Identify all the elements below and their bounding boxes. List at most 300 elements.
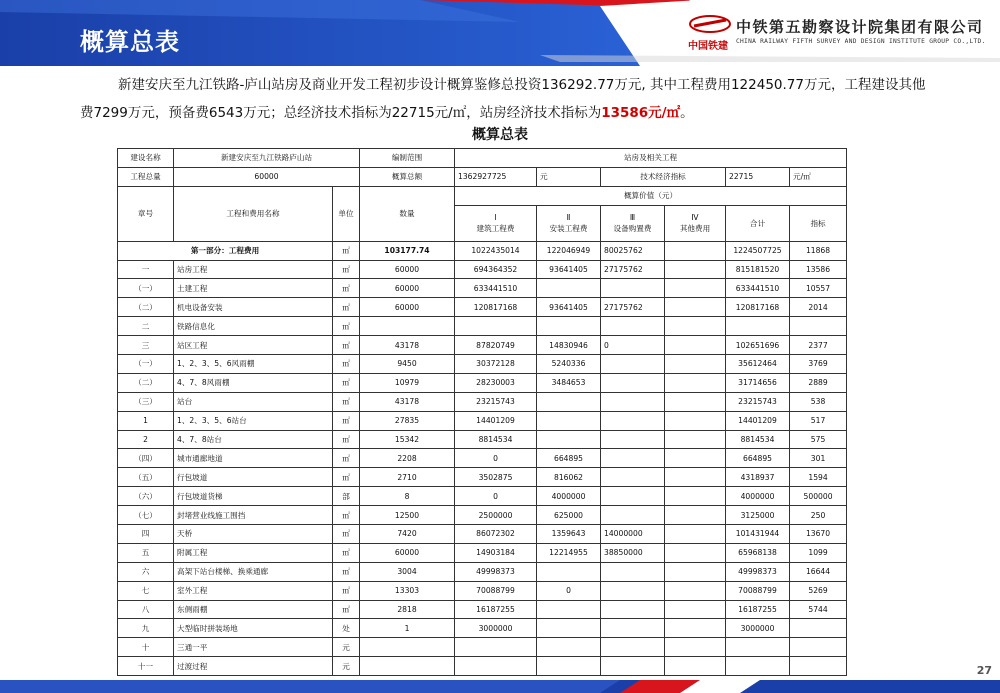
total-est-unit: 元 [537, 167, 601, 186]
row-construction-cost: 3502875 [455, 468, 537, 487]
col-c3-number: Ⅲ [629, 213, 636, 223]
row-total: 65968138 [726, 543, 790, 562]
row-chapter-no: 四 [118, 525, 174, 544]
table-row [118, 638, 847, 657]
table-row [118, 298, 847, 317]
row-installation-cost: 14830946 [537, 336, 601, 355]
row-construction-cost [455, 638, 537, 657]
row-construction-cost: 70088799 [455, 581, 537, 600]
row-unit: ㎡ [333, 562, 360, 581]
col-c2-header [537, 205, 601, 241]
row-construction-cost: 14401209 [455, 411, 537, 430]
row-unit: ㎡ [333, 449, 360, 468]
page-number: 27 [976, 664, 992, 677]
total-est-value: 1362927725 [455, 167, 537, 186]
row-quantity: 15342 [360, 430, 455, 449]
row-equipment-cost [601, 317, 665, 336]
row-index: 3769 [790, 355, 847, 374]
row-total: 49998373 [726, 562, 790, 581]
row-other-cost [665, 336, 726, 355]
row-construction-cost: 633441510 [455, 279, 537, 298]
project-name: 新建安庆至九江铁路庐山站 [174, 149, 360, 168]
table-row [118, 562, 847, 581]
table-row [118, 449, 847, 468]
row-equipment-cost [601, 449, 665, 468]
row-installation-cost [537, 657, 601, 676]
row-unit: ㎡ [333, 373, 360, 392]
table-row [118, 506, 847, 525]
row-other-cost [665, 430, 726, 449]
row-index: 2889 [790, 373, 847, 392]
row-item-name: 室外工程 [174, 581, 333, 600]
row-equipment-cost: 80025762 [601, 241, 665, 260]
row-total: 815181520 [726, 260, 790, 279]
row-construction-cost [455, 317, 537, 336]
row-installation-cost: 3484653 [537, 373, 601, 392]
row-index: 575 [790, 430, 847, 449]
table-row [118, 355, 847, 374]
row-quantity: 8 [360, 487, 455, 506]
row-construction-cost: 0 [455, 449, 537, 468]
logo-text: 中国铁建 [688, 41, 728, 52]
row-unit: 元 [333, 638, 360, 657]
header-row-1 [118, 186, 847, 205]
row-equipment-cost [601, 562, 665, 581]
row-item-name: 行包坡道 [174, 468, 333, 487]
row-item-name: 4、7、8风雨棚 [174, 373, 333, 392]
row-equipment-cost [601, 392, 665, 411]
row-quantity: 60000 [360, 298, 455, 317]
label-project: 建设名称 [118, 149, 174, 168]
row-other-cost [665, 449, 726, 468]
table-row [118, 411, 847, 430]
row-equipment-cost [601, 468, 665, 487]
row-installation-cost [537, 317, 601, 336]
row-equipment-cost: 0 [601, 336, 665, 355]
row-quantity: 13303 [360, 581, 455, 600]
row-index: 13670 [790, 525, 847, 544]
row-total: 101431944 [726, 525, 790, 544]
row-other-cost [665, 600, 726, 619]
total-qty-value: 60000 [174, 167, 360, 186]
row-installation-cost [537, 600, 601, 619]
col-c4-header [665, 205, 726, 241]
row-installation-cost: 0 [537, 581, 601, 600]
row-unit: ㎡ [333, 430, 360, 449]
row-index [790, 638, 847, 657]
row-item-name: 高架下站台楼梯、换乘通廊 [174, 562, 333, 581]
row-equipment-cost [601, 600, 665, 619]
row-other-cost [665, 241, 726, 260]
row-equipment-cost [601, 355, 665, 374]
row-installation-cost: 625000 [537, 506, 601, 525]
row-equipment-cost [601, 487, 665, 506]
row-quantity: 43178 [360, 336, 455, 355]
table-row [118, 525, 847, 544]
row-equipment-cost: 27175762 [601, 260, 665, 279]
row-index: 1099 [790, 543, 847, 562]
row-index: 10557 [790, 279, 847, 298]
row-index: 13586 [790, 260, 847, 279]
row-total: 3125000 [726, 506, 790, 525]
row-unit: ㎡ [333, 600, 360, 619]
row-quantity: 43178 [360, 392, 455, 411]
row-other-cost [665, 562, 726, 581]
row-item-name: 站台 [174, 392, 333, 411]
row-installation-cost: 816062 [537, 468, 601, 487]
row-total: 8814534 [726, 430, 790, 449]
row-chapter-no: 三 [118, 336, 174, 355]
row-construction-cost: 14903184 [455, 543, 537, 562]
table-row [118, 260, 847, 279]
row-section-label: 第一部分：工程费用 [118, 241, 333, 260]
row-quantity: 60000 [360, 543, 455, 562]
row-equipment-cost [601, 619, 665, 638]
row-item-name: 1、2、3、5、6风雨棚 [174, 355, 333, 374]
table-row [118, 657, 847, 676]
row-installation-cost [537, 638, 601, 657]
slide-title: 概算总表 [80, 28, 180, 56]
row-construction-cost: 2500000 [455, 506, 537, 525]
row-total [726, 317, 790, 336]
row-unit: ㎡ [333, 543, 360, 562]
company-name-en: CHINA RAILWAY FIFTH SURVEY AND DESIGN INSTITUTE GROUP CO.,LTD. [736, 38, 986, 45]
row-quantity: 60000 [360, 260, 455, 279]
row-quantity: 27835 [360, 411, 455, 430]
row-total: 664895 [726, 449, 790, 468]
row-chapter-no: 一 [118, 260, 174, 279]
row-quantity: 60000 [360, 279, 455, 298]
row-construction-cost: 120817168 [455, 298, 537, 317]
row-quantity: 12500 [360, 506, 455, 525]
row-total: 23215743 [726, 392, 790, 411]
row-item-name: 机电设备安装 [174, 298, 333, 317]
row-quantity: 3004 [360, 562, 455, 581]
row-construction-cost: 23215743 [455, 392, 537, 411]
col-c1-number: Ⅰ [494, 213, 497, 223]
row-total: 120817168 [726, 298, 790, 317]
row-chapter-no: （七） [118, 506, 174, 525]
row-construction-cost: 3000000 [455, 619, 537, 638]
row-construction-cost: 8814534 [455, 430, 537, 449]
summary-text: 新建安庆至九江铁路-庐山站房及商业开发工程初步设计概算鉴修总投资136292.77万元, 其中工程费用122450.77万元，工程建设其他费7299万元，预备费6543万元；总经济技术指标为22715元/㎡，站房经济技术指标为 [80, 77, 926, 121]
row-quantity: 103177.74 [360, 241, 455, 260]
row-quantity [360, 317, 455, 336]
row-installation-cost [537, 392, 601, 411]
col-no-header: 章号 [118, 186, 174, 241]
row-other-cost [665, 411, 726, 430]
table-row [118, 581, 847, 600]
row-unit: ㎡ [333, 468, 360, 487]
row-total: 31714656 [726, 373, 790, 392]
table-row [118, 373, 847, 392]
row-other-cost [665, 279, 726, 298]
table-row [118, 468, 847, 487]
row-total: 102651696 [726, 336, 790, 355]
row-quantity: 2818 [360, 600, 455, 619]
row-other-cost [665, 638, 726, 657]
col-c3-header [601, 205, 665, 241]
row-item-name: 城市通廊地道 [174, 449, 333, 468]
row-unit: ㎡ [333, 525, 360, 544]
table-row [118, 317, 847, 336]
table-row [118, 336, 847, 355]
row-total: 14401209 [726, 411, 790, 430]
row-unit: ㎡ [333, 336, 360, 355]
row-chapter-no: （五） [118, 468, 174, 487]
row-chapter-no: 十 [118, 638, 174, 657]
row-chapter-no: （四） [118, 449, 174, 468]
row-other-cost [665, 317, 726, 336]
row-index: 5269 [790, 581, 847, 600]
row-item-name: 封堵营业线施工围挡 [174, 506, 333, 525]
table-row [118, 392, 847, 411]
row-other-cost [665, 487, 726, 506]
company-name-cn: 中铁第五勘察设计院集团有限公司 [736, 18, 984, 36]
row-chapter-no: 五 [118, 543, 174, 562]
row-installation-cost [537, 619, 601, 638]
row-item-name: 过渡过程 [174, 657, 333, 676]
scope-value: 站房及相关工程 [455, 149, 847, 168]
row-installation-cost [537, 430, 601, 449]
crcc-logo [688, 14, 732, 52]
row-installation-cost: 93641405 [537, 260, 601, 279]
row-item-name: 大型临时拼装场地 [174, 619, 333, 638]
index-unit: 元/㎡ [790, 167, 847, 186]
row-item-name: 土建工程 [174, 279, 333, 298]
row-index [790, 619, 847, 638]
row-unit: ㎡ [333, 581, 360, 600]
footer-bar [0, 680, 1000, 693]
row-quantity: 2710 [360, 468, 455, 487]
row-quantity: 9450 [360, 355, 455, 374]
row-total: 3000000 [726, 619, 790, 638]
col-c2-number: Ⅱ [566, 213, 571, 223]
row-equipment-cost [601, 411, 665, 430]
row-index: 538 [790, 392, 847, 411]
row-other-cost [665, 373, 726, 392]
row-construction-cost: 49998373 [455, 562, 537, 581]
row-item-name: 站区工程 [174, 336, 333, 355]
row-installation-cost: 122046949 [537, 241, 601, 260]
col-c4-number: Ⅳ [691, 213, 699, 223]
row-equipment-cost [601, 279, 665, 298]
row-quantity: 2208 [360, 449, 455, 468]
station-index-highlight: 13586元/㎡ [601, 105, 681, 121]
estimate-summary-table [117, 148, 847, 676]
row-total: 4000000 [726, 487, 790, 506]
row-installation-cost: 12214955 [537, 543, 601, 562]
table-row [118, 241, 847, 260]
row-item-name: 东侧雨棚 [174, 600, 333, 619]
row-item-name: 站房工程 [174, 260, 333, 279]
row-unit: ㎡ [333, 355, 360, 374]
row-chapter-no: 七 [118, 581, 174, 600]
row-other-cost [665, 657, 726, 676]
row-other-cost [665, 392, 726, 411]
row-chapter-no: （一） [118, 355, 174, 374]
row-index: 11868 [790, 241, 847, 260]
table-title: 概算总表 [472, 127, 528, 143]
header-banner [0, 0, 1000, 66]
row-construction-cost [455, 657, 537, 676]
row-other-cost [665, 355, 726, 374]
row-quantity: 10979 [360, 373, 455, 392]
row-total [726, 657, 790, 676]
row-index: 500000 [790, 487, 847, 506]
col-c3-label: 设备购置费 [613, 224, 652, 234]
row-chapter-no: 八 [118, 600, 174, 619]
row-index [790, 657, 847, 676]
label-total-qty: 工程总量 [118, 167, 174, 186]
value-group-header: 概算价值（元） [455, 186, 847, 205]
row-other-cost [665, 298, 726, 317]
row-equipment-cost [601, 638, 665, 657]
row-index: 5744 [790, 600, 847, 619]
row-total: 4318937 [726, 468, 790, 487]
row-index [790, 317, 847, 336]
row-index: 2014 [790, 298, 847, 317]
row-unit: ㎡ [333, 392, 360, 411]
row-unit: ㎡ [333, 241, 360, 260]
row-chapter-no: （一） [118, 279, 174, 298]
row-item-name: 铁路信息化 [174, 317, 333, 336]
row-chapter-no: （二） [118, 298, 174, 317]
col-c1-header [455, 205, 537, 241]
row-equipment-cost [601, 657, 665, 676]
col-unit-header: 单位 [333, 186, 360, 241]
row-equipment-cost: 38850000 [601, 543, 665, 562]
index-value: 22715 [726, 167, 790, 186]
row-chapter-no: 二 [118, 317, 174, 336]
row-total: 633441510 [726, 279, 790, 298]
row-installation-cost: 4000000 [537, 487, 601, 506]
row-installation-cost [537, 411, 601, 430]
row-construction-cost: 694364352 [455, 260, 537, 279]
row-chapter-no: 1 [118, 411, 174, 430]
row-total: 16187255 [726, 600, 790, 619]
row-chapter-no: （三） [118, 392, 174, 411]
row-unit: ㎡ [333, 279, 360, 298]
row-total [726, 638, 790, 657]
row-equipment-cost: 27175762 [601, 298, 665, 317]
row-item-name: 行包坡道货梯 [174, 487, 333, 506]
col-name-header: 工程和费用名称 [174, 186, 333, 241]
row-chapter-no: （二） [118, 373, 174, 392]
row-construction-cost: 87820749 [455, 336, 537, 355]
row-unit: 处 [333, 619, 360, 638]
row-index: 250 [790, 506, 847, 525]
table-row [118, 279, 847, 298]
row-construction-cost: 86072302 [455, 525, 537, 544]
row-unit: 元 [333, 657, 360, 676]
row-item-name: 三通一平 [174, 638, 333, 657]
info-row-2 [118, 167, 847, 186]
row-installation-cost [537, 279, 601, 298]
row-unit: ㎡ [333, 317, 360, 336]
row-equipment-cost [601, 581, 665, 600]
row-construction-cost: 30372128 [455, 355, 537, 374]
row-other-cost [665, 468, 726, 487]
row-item-name: 附属工程 [174, 543, 333, 562]
table-row [118, 600, 847, 619]
row-index: 301 [790, 449, 847, 468]
row-other-cost [665, 525, 726, 544]
table-row [118, 543, 847, 562]
row-quantity [360, 638, 455, 657]
row-installation-cost [537, 562, 601, 581]
row-item-name: 1、2、3、5、6站台 [174, 411, 333, 430]
row-equipment-cost [601, 373, 665, 392]
row-installation-cost: 1359643 [537, 525, 601, 544]
label-total-est: 概算总额 [360, 167, 455, 186]
row-unit: 部 [333, 487, 360, 506]
row-construction-cost: 28230003 [455, 373, 537, 392]
row-chapter-no: 十一 [118, 657, 174, 676]
row-index: 16644 [790, 562, 847, 581]
row-installation-cost: 664895 [537, 449, 601, 468]
summary-paragraph [80, 71, 938, 127]
row-unit: ㎡ [333, 411, 360, 430]
row-index: 2377 [790, 336, 847, 355]
logo-mark-icon [688, 14, 732, 34]
row-quantity: 7420 [360, 525, 455, 544]
row-equipment-cost [601, 506, 665, 525]
row-equipment-cost: 14000000 [601, 525, 665, 544]
col-qty-header: 数量 [360, 186, 455, 241]
row-other-cost [665, 506, 726, 525]
row-item-name: 4、7、8站台 [174, 430, 333, 449]
row-index: 517 [790, 411, 847, 430]
row-item-name: 天桥 [174, 525, 333, 544]
row-unit: ㎡ [333, 260, 360, 279]
row-other-cost [665, 581, 726, 600]
row-unit: ㎡ [333, 506, 360, 525]
row-total: 1224507725 [726, 241, 790, 260]
col-total-header: 合计 [726, 205, 790, 241]
row-chapter-no: （六） [118, 487, 174, 506]
row-chapter-no: 2 [118, 430, 174, 449]
row-installation-cost: 93641405 [537, 298, 601, 317]
label-scope: 编制范围 [360, 149, 455, 168]
row-construction-cost: 16187255 [455, 600, 537, 619]
row-quantity [360, 657, 455, 676]
col-c2-label: 安装工程费 [549, 224, 588, 234]
summary-end: 。 [680, 105, 694, 121]
table-row [118, 487, 847, 506]
col-index-header: 指标 [790, 205, 847, 241]
row-index: 1594 [790, 468, 847, 487]
row-construction-cost: 1022435014 [455, 241, 537, 260]
row-quantity: 1 [360, 619, 455, 638]
col-c1-label: 建筑工程费 [476, 224, 515, 234]
label-index: 技术经济指标 [601, 167, 726, 186]
col-c4-label: 其他费用 [679, 224, 711, 234]
row-installation-cost: 5240336 [537, 355, 601, 374]
row-total: 70088799 [726, 581, 790, 600]
row-unit: ㎡ [333, 298, 360, 317]
row-other-cost [665, 260, 726, 279]
row-other-cost [665, 543, 726, 562]
row-total: 35612464 [726, 355, 790, 374]
info-row-1 [118, 149, 847, 168]
table-row [118, 619, 847, 638]
row-chapter-no: 六 [118, 562, 174, 581]
row-equipment-cost [601, 430, 665, 449]
table-row [118, 430, 847, 449]
row-construction-cost: 0 [455, 487, 537, 506]
row-chapter-no: 九 [118, 619, 174, 638]
